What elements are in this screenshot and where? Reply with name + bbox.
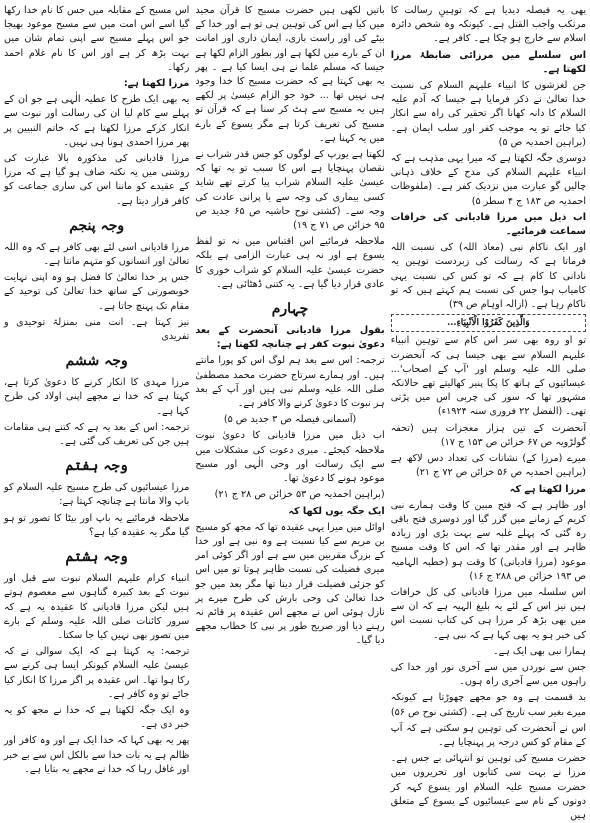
paragraph: جن لغزشوں کا انبیاء علیہم السلام کی نسبت خدا تعالیٰ نے ذکر فرمایا ہے جیسا کہ آدم علیہ السلام کا دانہ کھانا اگر تحقیر کی راہ سے انکار کیا جائے تو یہ موجب کفر اور سلب ایمان ہے۔ (براہین احمدیہ ص ۵) [390, 80, 586, 148]
paragraph: تو او روہ بھی سر اس کام سے توہین انبیاء علیہم السلام سے بھی جیسا ہی کہ آنحضرت صلی اللہ علیہ وسلم اور 'آپ کے اصحاب'... عیسائیوں کے ہاتھ کا پکا پنیر کھالیتے تھے حالانکہ مشہور تھا کہ سور کی چربی اس میں پڑتی تھی۔ (الفضل ۲۲ فروری سنہ ۱۹۲۴ء) [390, 335, 586, 418]
paragraph: اور ایک ناکام نبی (معاذ اللہ) کی نسبت اللہ فرماتا ہے کہ رسالت کی زبردست توہین یہ نادانی کا کام ہے کہ تو کس کی نسبت یہی کامیاب ہوا جس کی نسبت ہم کہتے ہیں کہ تو ناکام رہا ہے۔ (ازالہ اوہام ص ۳۹) [390, 242, 586, 311]
section-heading-6: وجہ ششم [65, 353, 128, 370]
paragraph: اوائل میں میرا یہی عقیدہ تھا کہ مجھ کو مسیح بن مریم سے کیا نسبت ہے وہ نبی ہے اور خدا کے بزرگ مقربین میں سے ہے اور اگر کوئی امر میری فضیلت کی نسبت ظاہر ہوتا تو میں اس کو جزئی فضیلت قرار دیتا تھا مگر بعد میں جو خدا تعالیٰ کی وحی بارش کی طرح میرے پر نازل ہوئی اس نے مجھے اس عقیدہ پر قائم نہ رہنے دیا اور صریح طور پر نبی کا خطاب مجھے دیا گیا۔ [195, 521, 385, 647]
middle-column [195, 4, 384, 815]
paragraph: (براہین احمدیہ ص ۵۳ خزائن ص ۲۸ ج ۲۱) [214, 489, 385, 501]
paragraph: ترجمہ: اس کے بعد یہ ہے کہ کتنے ہی مقامات ہیں جن کی تعریف کی گئی ہے۔ [4, 421, 190, 448]
paragraph: اس سلسلے میں مرزائی ضابطۂ مرزا لکھتا ہے۔ [390, 49, 586, 75]
citation: (آسمانی فیصلہ ص ۳ جدید ص ۵) [223, 414, 357, 426]
quran-quote-box: وَالَّذِینَ کَفَرُوْا الْاَنْبِیَاءِ... [391, 314, 586, 332]
paragraph: اس سلسلہ میں مرزا قادیانی کی کل خرافات ہیں نیز اس کے لئے یہ بلیغ الہیہ ہے کہ ان سے میں بھی بڑھ کر مرزا ہی کی کتاب نسبت اس کی خبر ہو یہ بھی کہا ہے کہ نبی ہے۔ [390, 586, 586, 641]
paragraph: جس پر خدا تعالیٰ کا فضل ہو وہ اپنی نہایت خوبصورتی کے ساتھ خدا تعالیٰ کی توحید کے مقام تک پہنچ جاتا ہے۔ [4, 272, 190, 312]
paragraph: مرزا لکھتا ہے کہ [509, 483, 586, 495]
paragraph: ایک جگہ یوں لکھا کہ [288, 505, 385, 517]
section-heading: چہارم [271, 301, 309, 318]
section-heading-5: وجہ پنجم [69, 217, 125, 234]
paragraph: وہ ایک جگہ لکھتا ہے کہ خدا نے مجھ کو یہ خبر دی ہے۔ [4, 704, 190, 731]
section-heading-8: وجہ ہشتم [65, 549, 128, 566]
section-heading-7: وجہ ہفتم [65, 458, 128, 475]
paragraph: ترجمہ: یہ کہتا ہے کہ ایک سوالی نے کہ عیسیٰ علیہ السلام کیونکر ایسا ہی کرنے سے رکا ہوا تھا۔ اس عقیدہ پر اگر مرزا کا انکار کیا جائے تو وہ کافر ہے۔ [4, 646, 190, 700]
paragraph: دوسری جگہ لکھتا ہے کہ میرا یہی مذہب ہے کہ انبیاء علیہم السلام کی مدح کے خلاف ذہانی چالیں گو عبارت میں نزدیک کفر ہے۔ (ملفوظات احمدیہ ص ۱۸۳ ج ۴ سطر ۵) [390, 153, 586, 207]
paragraph: بد قسمت ہے وہ جو مجھے چھوڑتا ہے کیونکہ میرے بغیر سب تاریخ کی ہے۔ (کشتی نوح ص ۵۶) [390, 692, 586, 718]
paragraph: بھی یہ فیصلہ دیدیا ہے کہ توہینِ رسالت کا مرتکب واجب القتل ہے۔ کیونکہ وہ شخص دائرہ اسلام سے خارج ہو چکا ہے۔ کافر ہے۔ [390, 5, 586, 45]
paragraph: باتیں لکھی ہیں حضرت مسیح کا قرآن مجید میں کیا ہے اس کی توہین ہی تو ہے اور خدا کے بیٹے کی اور راست بازی، ایمان داری اور امانت ان کے بارے میں لکھا ہے اور بطور الزام لکھا ہے جیسا کہ مسلم علما نے ہی ایسا کیا ہے ۔ پھر یہ بھی کہتا ہے کہ حضرت مسیح کا خدا وجود ہی نہیں تھا ... خود جو الزام عیسیٰ پر لکھے ہیں یہ مسیح سے ہٹ کر سنا ہے کہ قرآن تو مسیح کی تعریف کرتا ہے مگر یسوع کے بارے میں یہ کہنا ہے۔ [195, 5, 385, 144]
right-column [390, 4, 586, 821]
paragraph: مرزا لکھتا ہے: [123, 78, 190, 90]
paragraph: اس نے آنحضرت کی توہین ہو سکتی ہے کہ آپ کے مقام کو کس درجہ پر پہنچایا ہے۔ [390, 722, 586, 748]
paragraph: اب ذیل میں مرزا قادیانی کی خرافات سماعت فرمائیے۔ [390, 211, 586, 238]
paragraph: مرزا قادیانی کی مذکورہ بالا عبارت کی روشنی میں یہ نکتہ صاف ہو گیا ہے کہ مرزا کے عقیدے کو ماننا اس کی ساری جماعت کو کافر قرار دیتا ہے۔ [4, 153, 190, 207]
paragraph: اس مسیح کے مقابلہ میں جس کا نام خدا رکھا گیا اسے اس امت میں سے مسیح موعود بھیجا جو اس پہلے مسیح سے اپنی تمام شان میں بہت بڑھ کر ہے اور اس کا نام غلام احمد رکھا۔ [4, 5, 190, 73]
paragraph: پھر یہ بھی کہا کہ خدا ایک ہے اور وہ کافر اور ظالم ہے یہ بات خدا سے بالکل اس سے بے خبر اور غافل رہا کہ خدا نے مجھے یہ بتایا ہے۔ [4, 735, 190, 775]
section-intro: بقول مرزا قادیانی آنحضرت کے بعد دعویٰ نبوت کفر ہے چنانچہ لکھتا ہے: [195, 325, 385, 351]
paragraph: ملاحظہ فرمائیے اس اقتباس میں نہ تو لفظ یسوع ہے اور نہ ہی عبارت الزامی ہے بلکہ حضرت عیسیٰ علیہ السلام کو شراب خوری کا عادی قرار دیا گیا ہے۔ یہ کتنی ڈھٹائی ہے۔ [195, 236, 385, 290]
paragraph: حضرت مسیح کی توہین تو انتہائی بے جس ہے۔ مرزا نے بہت سی کتابوں اور تحریروں میں حضرت مسیح علیہ السلام اور یسوع کہہ کر دونوں کے نام سے عیسائیوں کے یسوع کے متعلق ہیں [390, 753, 586, 821]
paragraph: یہ بھی ایک طرح کا عطیہ الٰہی ہے جو ان کے پہلے سے کام لیا ان کی رسالت اور نبوت سے انکار کرکے مرزا لکھتا ہے کہ خاتم النبیین پر پھر مرزا احمدی ہونا ہی نہیں۔ [4, 94, 190, 148]
paragraph: میرے (مرزا کے) نشانات کی تعداد دس لاکھ ہے (براہین احمدیہ ص ۵۶ خزائن ص ۷۲ ج ۲۱) [390, 453, 586, 479]
left-column [4, 4, 189, 815]
paragraph: ملاحظہ فرمائیے یہ باپ اور بیٹا کا تصور تو ہو گیا مگر یہ عقیدہ کیا ہے؟ [4, 512, 190, 538]
paragraph: مرزا مہدی کا انکار کرنے کا دعویٰ کرتا ہے، کہتا ہے کہ خدا نے مجھے اپنی اولاد کی طرح کہا ہے۔ [4, 377, 190, 417]
paragraph: اور ظاہر ہے کہ فتح مبین کا وقت ہمارے نبی کریم کے زمانے میں گزر گیا اور دوسری فتح باقی رہ گئی کہ پہلے غلبہ سے بہت بڑی اور زیادہ ظاہر ہے اور مقدر تھا کہ اس کا وقت مسیح موعود (مرزا قادیانی) کا وقت ہو (خطبہ الہامیہ ص ۱۹۳ خزائن ص ۲۸۸ ج ۱۶) [390, 499, 586, 582]
paragraph: مرزا عیسائیوں کی طرح مسیح علیہ السلام کو باپ والا مانتا ہے چنانچہ کہتا ہے: [4, 482, 190, 508]
paragraph: آنحضرت کے تین ہزار معجزات ہیں (تحفہ گولڑویہ ص ۶۷ خزائن ص ۱۵۳ ج ۱۷) [390, 422, 586, 448]
paragraph: ترجمہ: اس سے بعد ہم لوگ اس کو پورا مانتے ہیں۔ اور ہمارے سرتاج حضرت محمد مصطفیٰ صلی اللہ علیہ وسلم نبی ہیں اور آپ کے بعد ہر نبوت کا دعویٰ کرنے والا کافر ہے۔ [195, 355, 385, 410]
paragraph: ہمارا نبی بھی ایک ہے۔ [492, 645, 586, 657]
paragraph: مرزا قادیانی اسی لئے بھی کافر ہے کہ وہ اللہ تعالیٰ اور انسانوں کو متہم مانتا ہے۔ [4, 241, 190, 268]
paragraph: جس سے نوردں میں سے آخری نور اور خدا کی راہوں میں سے آخری راہ ہوں۔ [390, 661, 586, 688]
paragraph: نیز کہتا ہے۔ انت منی بمنزلۃ توحیدی و تفریدی [4, 316, 190, 343]
paragraph: اب ذیل میں مرزا قادیانی کا دعویٰ نبوت ملاحظہ کیجئے۔ میری دعوت کی مشکلات میں سے ایک رسالت اور وحی الٰہی اور مسیح موعود ہونے کا دعویٰ تھا۔ [195, 430, 385, 485]
paragraph: لکھتا ہے یورپ کے لوگوں کو جس قدر شراب نے نقصان پہنچایا ہے اس کا سبب تو یہ تھا کہ عیسیٰ علیہ السلام شراب پیا کرتے تھے شاید کسی بیماری کی وجہ سے یا پرانی عادت کی وجہ سے۔ (کشتی نوح حاشیہ ص ۶۵ جدید ص ۹۵ خزائن ص ۷۱ ج ۱۹) [195, 149, 385, 232]
paragraph: انبیاء کرام علیہم السلام نبوت سے قبل اور نبوت کے بعد کبیرہ گناہوں سے معصوم ہوتے ہیں لیکن مرزا قادیانی کا عقیدہ یہ ہے کہ سرور کائنات صلی اللہ علیہ وسلم کے بارے میں تصور بھی نہیں کیا جا سکتا۔ [4, 573, 190, 641]
